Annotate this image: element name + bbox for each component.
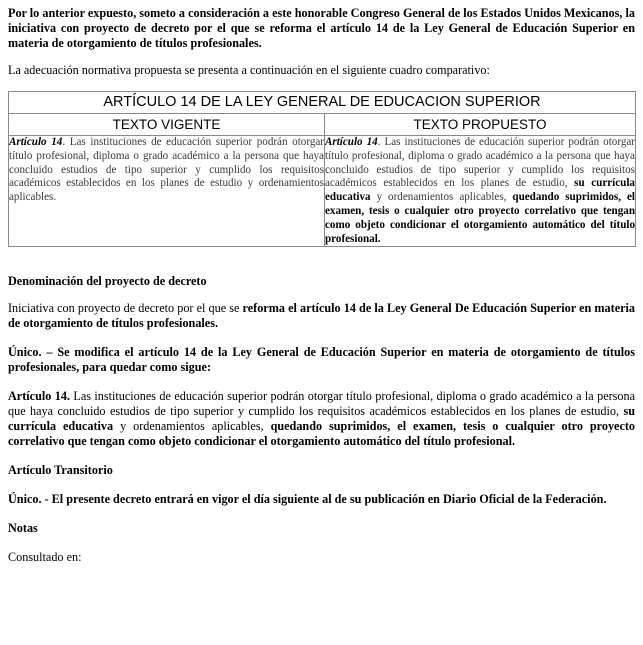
column-header-vigente: TEXTO VIGENTE [9,114,325,136]
cell-texto-vigente [9,136,325,247]
propuesto-bold-2: quedando suprimidos, el examen, tesis o cualquier otro proyecto correlativo que tengan como objeto condicionar el otorgamiento automático del título profesional. [325,191,635,245]
articulo-14-text-2: y ordenamientos aplicables, [120,419,264,434]
unico-modifica-paragraph: Único. – Se modifica el artículo 14 de la Ley General de Educación Superior en materia de otorgamiento de títulos profesionales, para quedar como sigue: [8,345,635,375]
transitorio-heading: Artículo Transitorio [8,463,113,478]
column-header-propuesto: TEXTO PROPUESTO [325,114,636,136]
articulo-14-bold-1: su currícula educativa [8,404,636,434]
notas-heading: Notas [8,521,38,536]
propuesto-bold-1: su currícula educativa [325,177,635,204]
iniciativa-text: Iniciativa con proyecto de decreto por el que se [8,301,240,316]
document-page [8,6,635,565]
comparison-table [8,91,636,247]
propuesto-text-1: . Las instituciones de educación superior podrán otorgar título profesional, diploma o grado académico a la persona que haya concluido estudios de tipo superior y cumplido los requisitos académicos establecidos en los planes de estudio, [325,136,635,190]
articulo-14-bold-2: quedando suprimidos, el examen, tesis o cualquier otro proyecto correlativo que tengan como objeto condicionar el otorgamiento automático del título profesional. [8,419,636,449]
vigente-text: . Las instituciones de educación superior podrán otorgar título profesional, diploma o grado académico a la persona que haya concluido estudios de tipo superior y cumplido los requisitos académicos establecidos en los planes de estudio y ordenamientos aplicables. [9,136,324,204]
vigente-label: Artículo 14 [9,136,63,148]
consultado-label: Consultado en: [8,550,82,565]
unico-vigor-paragraph: Único. - El presente decreto entrará en vigor el día siguiente al de su publicación en Diario Oficial de la Federación. [8,492,607,507]
propuesto-label: Artículo 14 [325,136,378,148]
denominacion-heading: Denominación del proyecto de decreto [8,274,207,289]
iniciativa-paragraph [8,301,635,331]
adecuacion-paragraph: La adecuación normativa propuesta se presenta a continuación en el siguiente cuadro comparativo: [8,63,490,77]
intro-paragraph: Por lo anterior expuesto, someto a consideración a este honorable Congreso General de los Estados Unidos Mexicanos, la iniciativa con proyecto de decreto por el que se reforma el artículo 14 de la Ley General de Educación Superior en materia de otorgamiento de títulos profesionales. [8,6,635,50]
table-title: ARTÍCULO 14 DE LA LEY GENERAL DE EDUCACION SUPERIOR [9,92,636,114]
cell-texto-propuesto [325,136,636,247]
articulo-14-label: Artículo 14. [8,389,70,404]
articulo-14-paragraph [8,389,635,449]
propuesto-text-2: y ordenamientos aplicables, [376,191,507,204]
articulo-14-text-1: Las instituciones de educación superior podrán otorgar título profesional, diploma o grado académico a la persona que haya concluido estudios de tipo superior y cumplido los requisitos académicos establecidos en los planes de estudio, [8,389,635,419]
iniciativa-bold: reforma el artículo 14 de la Ley General De Educación Superior en materia de otorgamiento de títulos profesionales. [8,301,635,331]
